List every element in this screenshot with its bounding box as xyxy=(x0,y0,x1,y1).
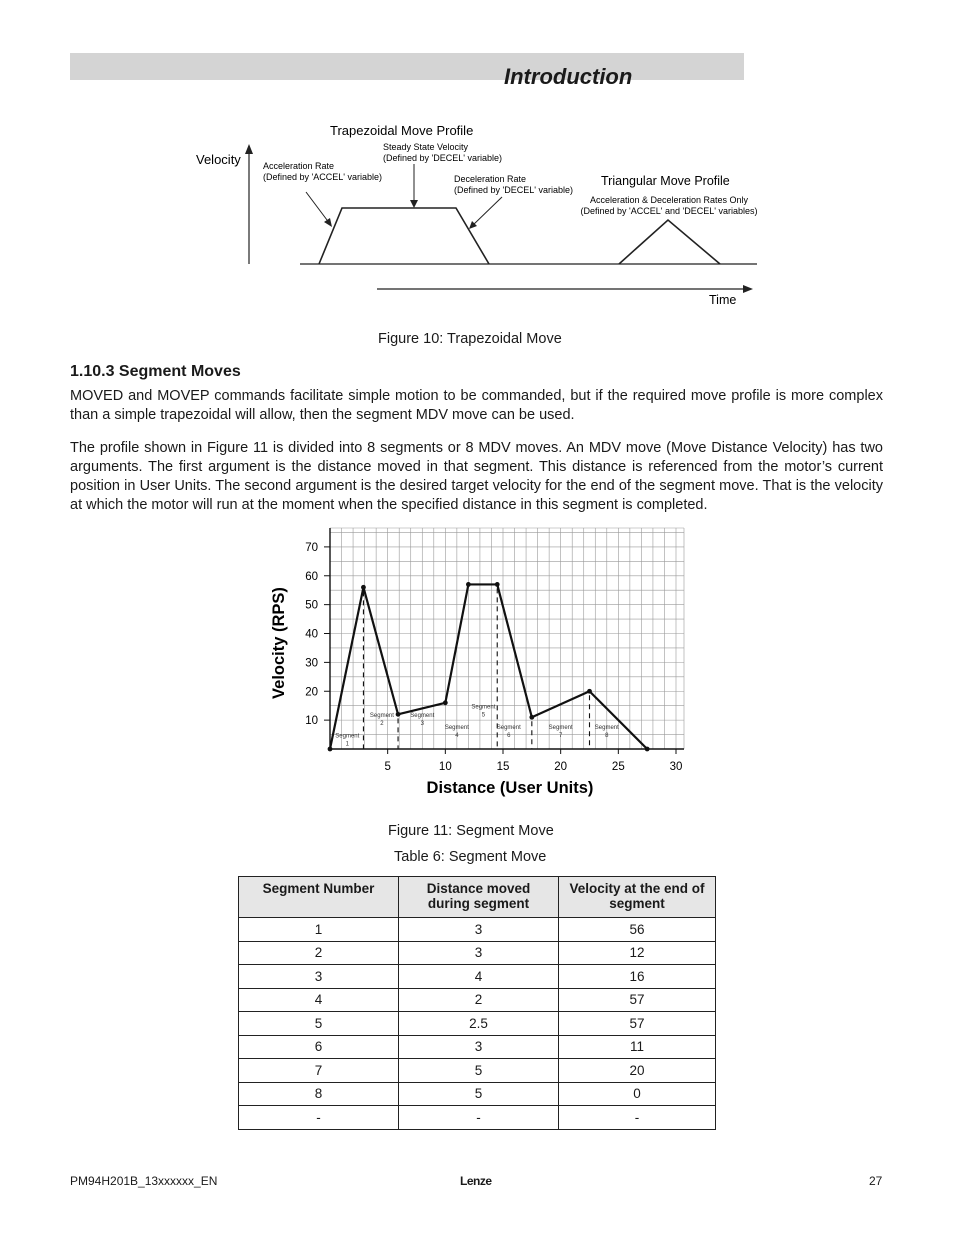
section-heading: 1.10.3 Segment Moves xyxy=(70,363,241,380)
segment-label-number: 3 xyxy=(420,721,424,728)
trapezoidal-move-figure xyxy=(0,0,954,330)
y-tick-label: 20 xyxy=(305,686,318,699)
cell-segment-number: 2 xyxy=(239,941,399,965)
cell-segment-number: - xyxy=(239,1106,399,1130)
table-row xyxy=(239,941,716,965)
table-row xyxy=(239,1082,716,1106)
x-tick-label: 5 xyxy=(384,761,391,773)
steady-pointer-head xyxy=(410,200,418,208)
cell-segment-number: 6 xyxy=(239,1035,399,1059)
y-tick-label: 10 xyxy=(305,715,318,728)
segment-label: Segment xyxy=(444,724,469,731)
figure11-caption: Figure 11: Segment Move xyxy=(388,823,554,839)
cell-velocity: 16 xyxy=(559,965,716,989)
velocity-axis-arrow xyxy=(245,144,253,154)
segment-label: Segment xyxy=(548,724,573,731)
decel-rate-sub: (Defined by 'DECEL' variable) xyxy=(454,185,573,195)
table-row xyxy=(239,918,716,942)
table-row xyxy=(239,1059,716,1083)
data-point xyxy=(587,689,592,694)
cell-segment-number: 8 xyxy=(239,1082,399,1106)
segment-label: Segment xyxy=(471,704,496,711)
segment-label-number: 7 xyxy=(558,732,563,739)
footer-brand-logo: Lenze xyxy=(460,1174,492,1188)
table-caption: Table 6: Segment Move xyxy=(394,849,547,865)
decel-rate-label: Deceleration Rate xyxy=(454,174,527,184)
header-segment-number: Segment Number xyxy=(239,877,399,918)
tri-profile-title: Triangular Move Profile xyxy=(601,174,730,188)
cell-distance: - xyxy=(399,1106,559,1130)
cell-segment-number: 3 xyxy=(239,965,399,989)
segment-label: Segment xyxy=(594,724,619,731)
data-point xyxy=(328,747,333,752)
figure10-caption: Figure 10: Trapezoidal Move xyxy=(378,331,562,347)
table-row xyxy=(239,1106,716,1130)
cell-velocity: 20 xyxy=(559,1059,716,1083)
segment-label-number: 6 xyxy=(507,732,511,739)
data-point xyxy=(361,585,366,590)
table-row xyxy=(239,1035,716,1059)
segment-label: Segment xyxy=(369,713,394,720)
segment-label-number: 8 xyxy=(605,732,609,739)
segment-label-number: 4 xyxy=(455,732,459,739)
x-tick-label: 20 xyxy=(554,761,568,773)
segment-label: Segment xyxy=(496,724,521,731)
data-point xyxy=(443,700,448,705)
header-velocity: Velocity at the end of segment xyxy=(559,877,716,918)
cell-velocity: 11 xyxy=(559,1035,716,1059)
cell-segment-number: 4 xyxy=(239,988,399,1012)
segment-label-number: 1 xyxy=(345,741,349,748)
data-point xyxy=(529,715,534,720)
table-row xyxy=(239,965,716,989)
cell-distance: 3 xyxy=(399,941,559,965)
time-axis-arrow xyxy=(743,285,753,293)
data-point xyxy=(396,712,401,717)
segment-label: Segment xyxy=(410,713,435,720)
y-tick-label: 40 xyxy=(305,628,318,641)
accel-pointer-head xyxy=(324,218,332,227)
footer-page-number: 27 xyxy=(869,1174,883,1188)
tri-rate-label: Acceleration & Deceleration Rates Only xyxy=(589,195,749,205)
table-row xyxy=(239,988,716,1012)
cell-velocity: - xyxy=(559,1106,716,1130)
steady-velocity-label: Steady State Velocity xyxy=(383,142,469,152)
cell-distance: 4 xyxy=(399,965,559,989)
decel-pointer xyxy=(472,197,502,226)
x-tick-label: 25 xyxy=(611,761,625,773)
y-tick-label: 70 xyxy=(305,541,318,554)
cell-velocity: 12 xyxy=(559,941,716,965)
velocity-axis-label: Velocity xyxy=(196,152,241,167)
trapezoid-profile xyxy=(319,208,489,264)
paragraph-2: The profile shown in Figure 11 is divided into 8 segments or 8 MDV moves. An MDV move (Move Distance Velocity) has two arguments. The first argument is the distance moved in that segment. This distance is referenced from the motor’s current position in User Units. The second argument is the desired target velocity for the end of the segment move. That is the velocity at which the motor will run at the moment when the specified distance in this segment is completed. xyxy=(70,440,883,513)
segment-label-number: 5 xyxy=(481,712,486,719)
cell-velocity: 56 xyxy=(559,918,716,942)
y-tick-label: 60 xyxy=(305,570,318,583)
data-point xyxy=(645,747,650,752)
x-axis-title: Distance (User Units) xyxy=(426,779,594,797)
cell-velocity: 0 xyxy=(559,1082,716,1106)
cell-segment-number: 1 xyxy=(239,918,399,942)
x-tick-label: 30 xyxy=(669,761,683,773)
footer-doc-id: PM94H201B_13xxxxxx_EN xyxy=(70,1174,218,1188)
cell-distance: 3 xyxy=(399,1035,559,1059)
triangle-profile xyxy=(619,220,720,264)
segment-move-table xyxy=(238,876,716,1130)
accel-pointer xyxy=(306,192,330,224)
cell-distance: 3 xyxy=(399,918,559,942)
time-axis-label: Time xyxy=(709,293,737,307)
cell-distance: 2.5 xyxy=(399,1012,559,1036)
y-tick-label: 30 xyxy=(305,657,318,670)
paragraph-1: MOVED and MOVEP commands facilitate simple motion to be commanded, but if the required move profile is more complex than a simple trapezoidal will allow, then the segment MDV move can be used. xyxy=(70,388,883,423)
cell-velocity: 57 xyxy=(559,1012,716,1036)
segment-move-chart xyxy=(0,515,954,805)
cell-distance: 5 xyxy=(399,1082,559,1106)
data-point xyxy=(495,582,500,587)
accel-rate-sub: (Defined by 'ACCEL' variable) xyxy=(263,172,382,182)
data-point xyxy=(466,582,471,587)
y-axis-title: Velocity (RPS) xyxy=(270,587,288,699)
table-row xyxy=(239,1012,716,1036)
cell-distance: 2 xyxy=(399,988,559,1012)
accel-rate-label: Acceleration Rate xyxy=(263,161,335,171)
tri-rate-sub: (Defined by 'ACCEL' and 'DECEL' variables) xyxy=(580,206,758,216)
segment-label-number: 2 xyxy=(380,721,384,728)
cell-velocity: 57 xyxy=(559,988,716,1012)
y-tick-label: 50 xyxy=(305,599,318,612)
segment-label: Segment xyxy=(335,733,360,740)
steady-velocity-sub: (Defined by 'DECEL' variable) xyxy=(383,153,502,163)
trap-profile-title: Trapezoidal Move Profile xyxy=(330,123,474,138)
header-distance: Distance moved during segment xyxy=(399,877,559,918)
cell-segment-number: 7 xyxy=(239,1059,399,1083)
page-title: Introduction xyxy=(504,64,633,89)
x-tick-label: 15 xyxy=(496,761,510,773)
cell-segment-number: 5 xyxy=(239,1012,399,1036)
table-header-row xyxy=(239,877,716,918)
x-tick-label: 10 xyxy=(438,761,452,773)
cell-distance: 5 xyxy=(399,1059,559,1083)
